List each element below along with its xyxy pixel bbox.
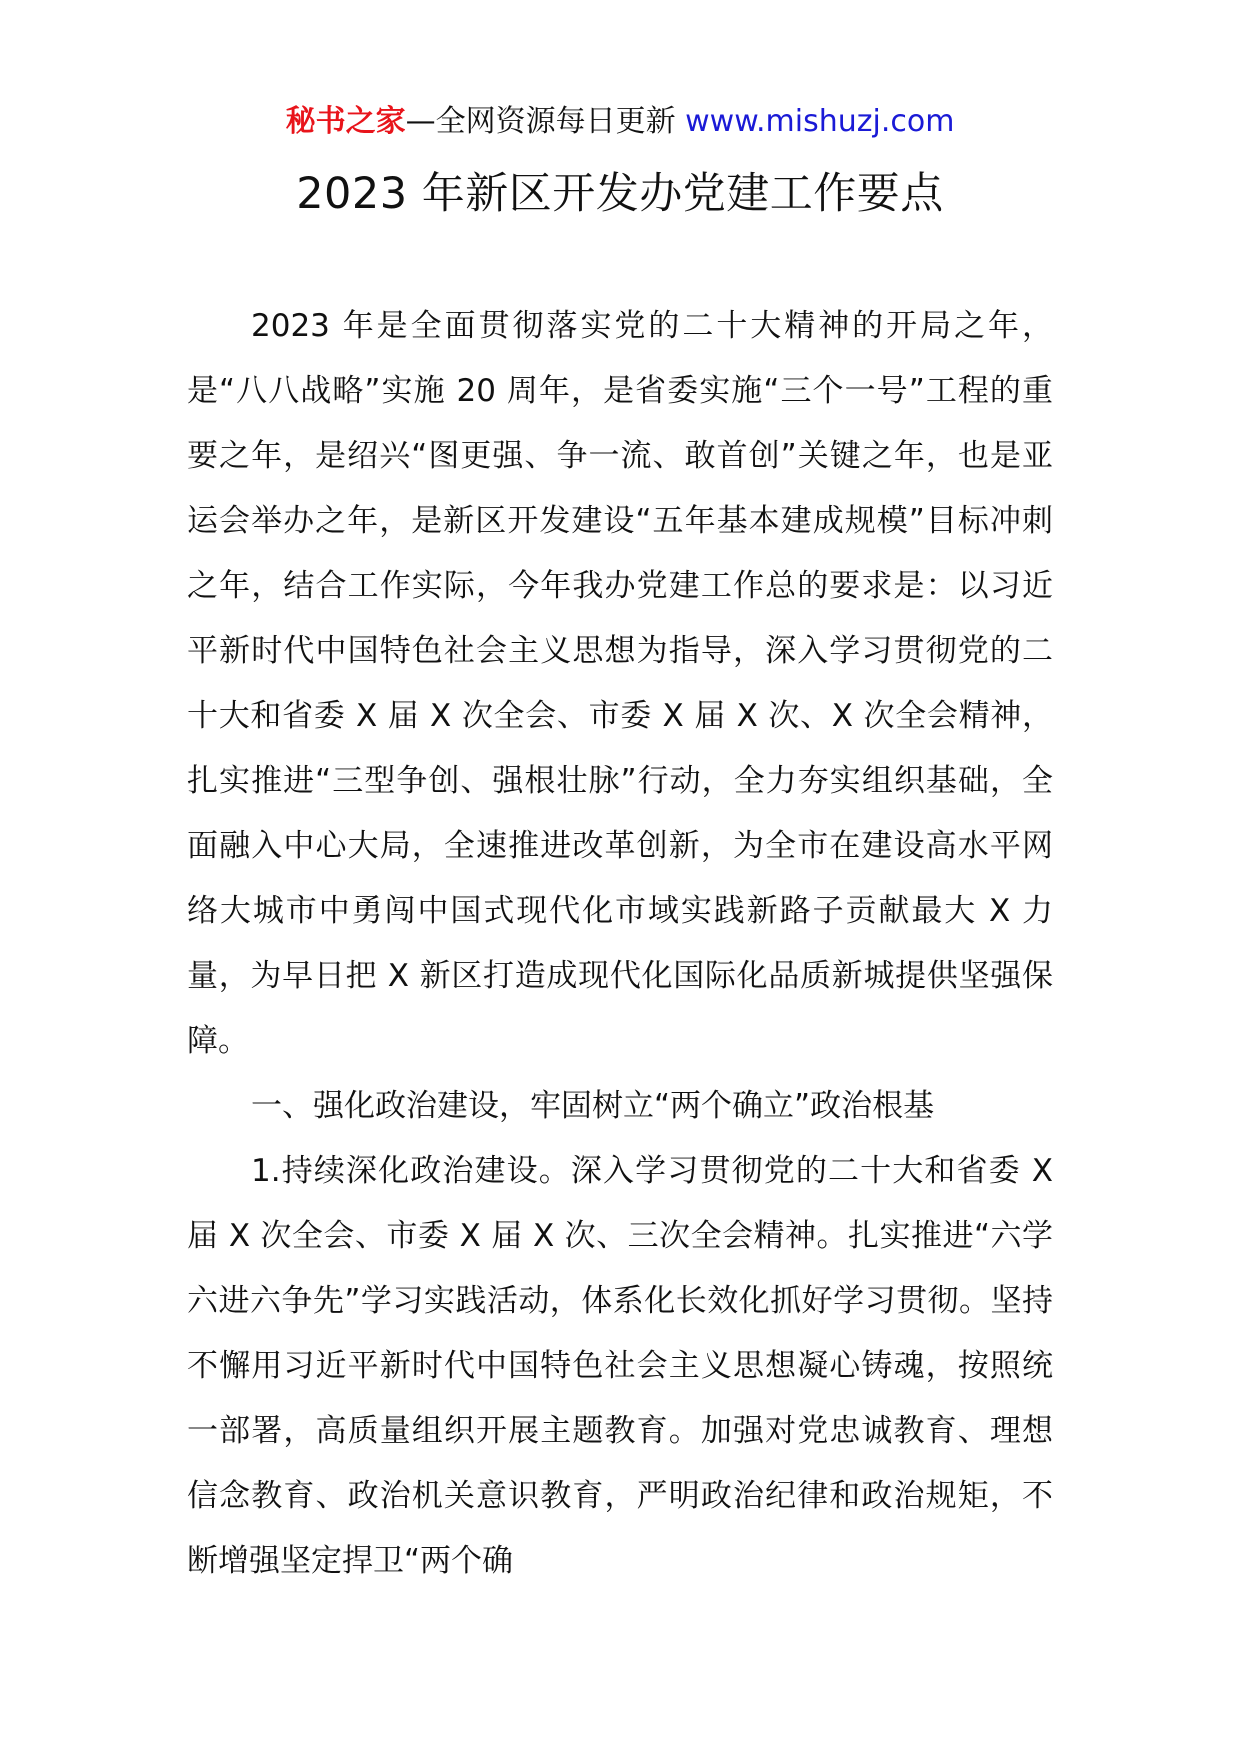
document-title: 2023 年新区开发办党建工作要点 bbox=[296, 169, 944, 219]
header-tagline: —全网资源每日更新 bbox=[405, 104, 676, 139]
intro-paragraph: 2023 年是全面贯彻落实党的二十大精神的开局之年，是“八八战略”实施 20 周年，是省委实施“三个一号”工程的重要之年，是绍兴“图更强、争一流、敢首创”关键之年，也是亚运会举办之年，是新区开发建设“五年基本建成规模”目标冲刺之年，结合工作实际，今年我办党建工作总的要求是：以习近平新时代中国特色社会主义思想为指导，深入学习贯彻党的二十大和省委 X 届 X 次全会、市委 X 届 X 次、X 次全会精神，扎实推进“三型争创、强根壮脉”行动，全力夯实组织基础，全面融入中心大局，全速推进改革创新，为全市在建设高水平网络大城市中勇闯中国式现代化市域实践新路子贡献最大 X 力量，为早日把 X 新区打造成现代化国际化品质新城提供坚强保障。 bbox=[187, 308, 1053, 1059]
item-paragraph: 1.持续深化政治建设。深入学习贯彻党的二十大和省委 X 届 X 次全会、市委 X 届 X 次、三次全会精神。扎实推进“六学六进六争先”学习实践活动，体系化长效化抓好学习贯彻。坚持不懈用习近平新时代中国特色社会主义思想凝心铸魂，按照统一部署，高质量组织开展主题教育。加强对党忠诚教育、理想信念教育、政治机关意识教育，严明政治纪律和政治规矩，不断增强坚定捍卫“两个确 bbox=[187, 1153, 1053, 1579]
document-body bbox=[187, 294, 1053, 1594]
section-heading: 一、强化政治建设，牢固树立“两个确立”政治根基 bbox=[251, 1088, 935, 1124]
site-url: www.mishuzj.com bbox=[685, 104, 955, 139]
brand-name: 秘书之家 bbox=[285, 104, 406, 139]
watermark-header bbox=[0, 100, 1240, 144]
